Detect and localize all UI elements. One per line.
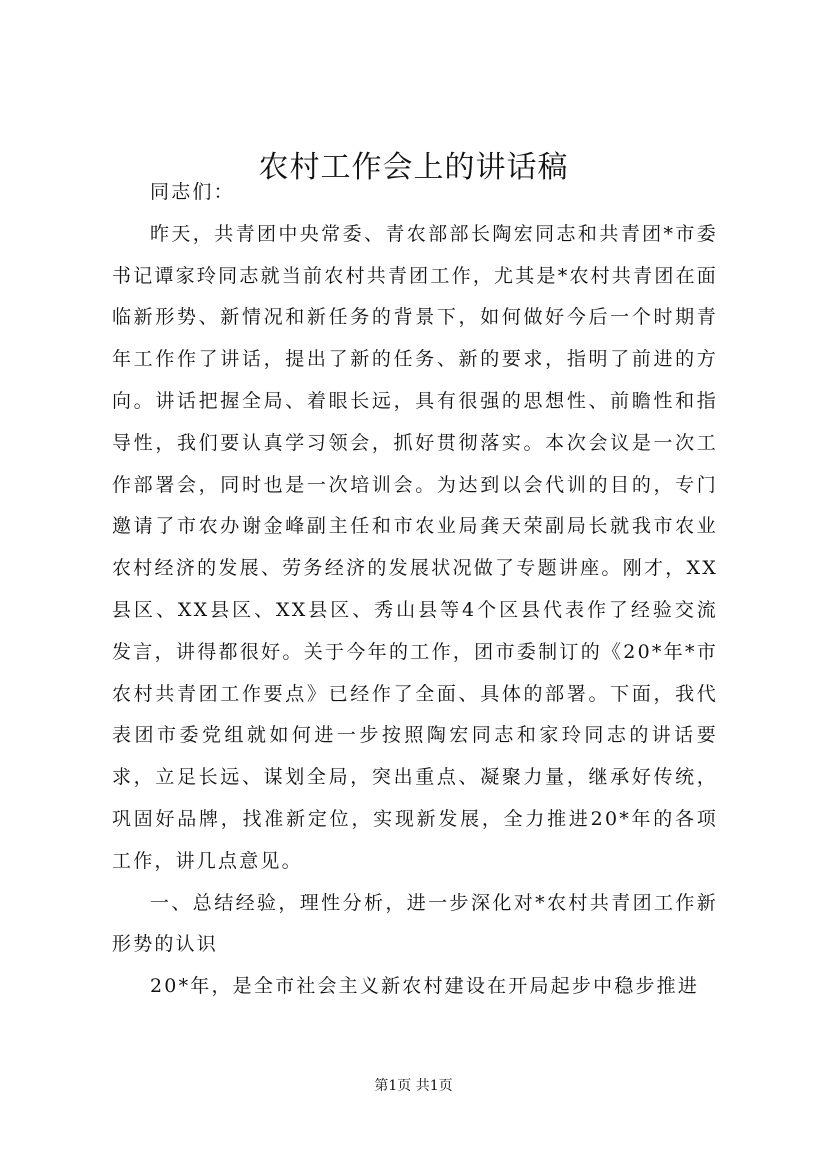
salutation: 同志们： <box>150 181 235 203</box>
section-heading: 一、总结经验，理性分析，进一步深化对*农村共青团工作新形势的认识 <box>112 891 718 956</box>
page-footer: 第1页 共1页 <box>374 1078 453 1094</box>
document-body <box>112 172 718 1008</box>
paragraph: 20*年，是全市社会主义新农村建设在开局起步中稳步推进 <box>150 975 700 998</box>
paragraph: 昨天，共青团中央常委、青农部部长陶宏同志和共青团*市委书记谭家玲同志就当前农村共青团工作，尤其是*农村共青团在面临新形势、新情况和新任务的背景下，如何做好今后一个时期青年工作作了讲话，提出了新的任务、新的要求，指明了前进的方向。讲话把握全局、着眼长远，具有很强的思想性、前瞻性和指导性，我们要认真学习领会，抓好贯彻落实。本次会议是一次工作部署会，同时也是一次培训会。为达到以会代训的目的，专门邀请了市农办谢金峰副主任和市农业局龚天荣副局长就我市农业农村经济的发展、劳务经济的发展状况做了专题讲座。刚才，XX县区、XX县区、XX县区、秀山县等4个区县代表作了经验交流发言，讲得都很好。关于今年的工作，团市委制订的《20*年*市农村共青团工作要点》已经作了全面、具体的部署。下面，我代表团市委党组就如何进一步按照陶宏同志和家玲同志的讲话要求，立足长远、谋划全局，突出重点、凝聚力量，继承好传统，巩固好品牌，找准新定位，实现新发展，全力推进20*年的各项工作，讲几点意见。 <box>112 222 718 872</box>
document-title: 农村工作会上的讲话稿 <box>258 150 569 185</box>
